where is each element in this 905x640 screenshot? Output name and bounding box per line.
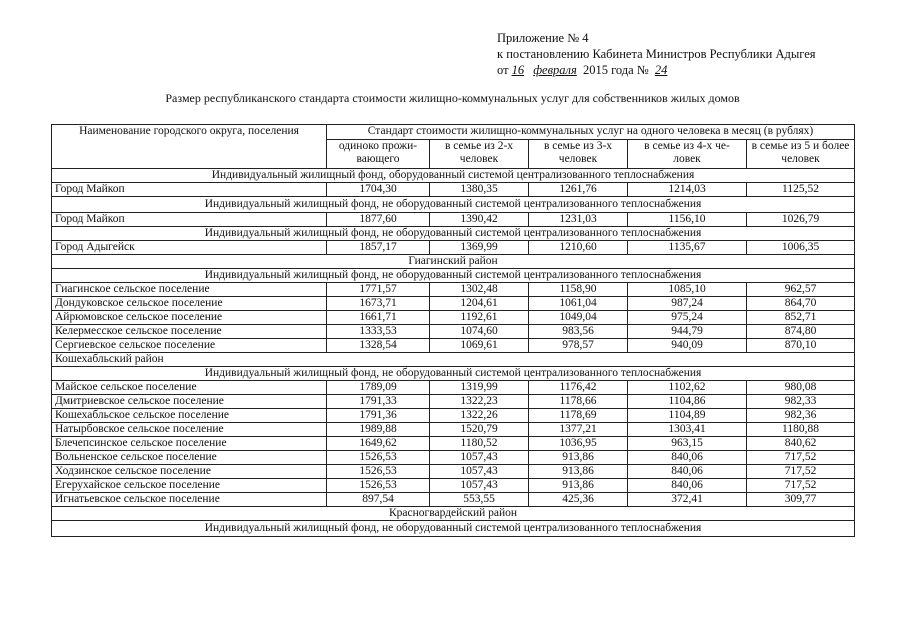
cost-value: 1061,04 (529, 297, 628, 311)
cost-value: 1322,26 (430, 409, 529, 423)
cost-value: 1104,86 (628, 395, 747, 409)
section-label: Красногвардейский район (52, 507, 855, 521)
cost-value: 1057,43 (430, 465, 529, 479)
resolution-number: 24 (654, 63, 668, 77)
column-header-family-3: в семье из 3-х человек (529, 140, 628, 169)
cost-value: 963,15 (628, 437, 747, 451)
cost-value: 1158,90 (529, 283, 628, 297)
cost-value: 982,36 (747, 409, 855, 423)
table-row (52, 213, 855, 227)
table-body (52, 125, 855, 537)
section-row (52, 197, 855, 213)
document-title: Размер республиканского стандарта стоимости жилищно-коммунальных услуг для собственников жилых домов (165, 91, 740, 105)
table-row (52, 395, 855, 409)
cost-value: 553,55 (430, 493, 529, 507)
appendix-header (497, 30, 816, 78)
cost-value: 940,09 (628, 339, 747, 353)
cost-value: 1791,36 (327, 409, 430, 423)
column-header-family-2: в семье из 2-х человек (430, 140, 529, 169)
cost-value: 874,80 (747, 325, 855, 339)
section-label: Индивидуальный жилищный фонд, не оборудованный системой централизованного теплоснабжения (52, 269, 855, 283)
table-row (52, 479, 855, 493)
cost-value: 1214,03 (628, 183, 747, 197)
cost-value: 840,06 (628, 465, 747, 479)
settlement-name: Блечепсинское сельское поселение (52, 437, 327, 451)
table-row (52, 283, 855, 297)
section-row (52, 367, 855, 381)
standards-table (51, 124, 855, 537)
cost-value: 1369,99 (430, 241, 529, 255)
cost-value: 1857,17 (327, 241, 430, 255)
section-label: Индивидуальный жилищный фонд, не оборудованный системой централизованного теплоснабжения (52, 521, 855, 537)
settlement-name: Гиагинское сельское поселение (52, 283, 327, 297)
cost-value: 1791,33 (327, 395, 430, 409)
cost-value: 840,62 (747, 437, 855, 451)
cost-value: 1328,54 (327, 339, 430, 353)
cost-value: 1102,62 (628, 381, 747, 395)
cost-value: 897,54 (327, 493, 430, 507)
cost-value: 1673,71 (327, 297, 430, 311)
section-row (52, 521, 855, 537)
cost-value: 1006,35 (747, 241, 855, 255)
cost-value: 1180,52 (430, 437, 529, 451)
cost-value: 1380,35 (430, 183, 529, 197)
cost-value: 1210,60 (529, 241, 628, 255)
cost-value: 1049,04 (529, 311, 628, 325)
cost-value: 1390,42 (430, 213, 529, 227)
settlement-name: Игнатьевское сельское поселение (52, 493, 327, 507)
cost-value: 1125,52 (747, 183, 855, 197)
settlement-name: Ходзинское сельское поселение (52, 465, 327, 479)
date-day: 16 (511, 63, 525, 77)
settlement-name: Город Майкоп (52, 213, 327, 227)
resolution-date-line (497, 62, 816, 78)
section-row (52, 227, 855, 241)
cost-value: 1204,61 (430, 297, 529, 311)
cost-value: 1085,10 (628, 283, 747, 297)
cost-value: 1231,03 (529, 213, 628, 227)
cost-value: 1057,43 (430, 451, 529, 465)
cost-value: 1302,48 (430, 283, 529, 297)
cost-value: 1520,79 (430, 423, 529, 437)
cost-value: 372,41 (628, 493, 747, 507)
cost-value: 1036,95 (529, 437, 628, 451)
table-row (52, 183, 855, 197)
cost-value: 1322,23 (430, 395, 529, 409)
cost-value: 840,06 (628, 479, 747, 493)
cost-value: 1526,53 (327, 465, 430, 479)
cost-value: 1176,42 (529, 381, 628, 395)
table-row (52, 297, 855, 311)
table-row (52, 451, 855, 465)
settlement-name: Егерухайское сельское поселение (52, 479, 327, 493)
cost-value: 425,36 (529, 493, 628, 507)
table-header-row (52, 125, 855, 140)
cost-value: 913,86 (529, 451, 628, 465)
settlement-name: Город Майкоп (52, 183, 327, 197)
cost-value: 1178,69 (529, 409, 628, 423)
column-group-header: Стандарт стоимости жилищно-коммунальных услуг на одного человека в месяц (в рублях) (327, 125, 855, 140)
cost-value: 1057,43 (430, 479, 529, 493)
district-label: Кошехабльский район (52, 353, 855, 367)
cost-value: 1661,71 (327, 311, 430, 325)
settlement-name: Город Адыгейск (52, 241, 327, 255)
cost-value: 1178,66 (529, 395, 628, 409)
table-row (52, 465, 855, 479)
cost-value: 1319,99 (430, 381, 529, 395)
cost-value: 870,10 (747, 339, 855, 353)
cost-value: 913,86 (529, 479, 628, 493)
cost-value: 1069,61 (430, 339, 529, 353)
section-row (52, 169, 855, 183)
cost-value: 717,52 (747, 479, 855, 493)
section-label: Индивидуальный жилищный фонд, не оборудованный системой централизованного теплоснабжения (52, 197, 855, 213)
section-row (52, 507, 855, 521)
section-row (52, 269, 855, 283)
column-header-name: Наименование городского округа, поселения (52, 125, 327, 169)
resolution-reference: к постановлению Кабинета Министров Республики Адыгея (497, 47, 816, 61)
cost-value: 1180,88 (747, 423, 855, 437)
date-year: 2015 года № (582, 63, 649, 77)
cost-value: 913,86 (529, 465, 628, 479)
settlement-name: Келермесское сельское поселение (52, 325, 327, 339)
cost-value: 1526,53 (327, 451, 430, 465)
cost-value: 1333,53 (327, 325, 430, 339)
section-label: Индивидуальный жилищный фонд, оборудованный системой централизованного теплоснабжения (52, 169, 855, 183)
date-prefix: от (497, 63, 509, 77)
cost-value: 1261,76 (529, 183, 628, 197)
cost-value: 1156,10 (628, 213, 747, 227)
appendix-number: Приложение № 4 (497, 31, 589, 45)
date-month: февраля (533, 63, 577, 77)
cost-value: 864,70 (747, 297, 855, 311)
cost-value: 840,06 (628, 451, 747, 465)
cost-value: 717,52 (747, 465, 855, 479)
table-row (52, 409, 855, 423)
settlement-name: Айрюмовское сельское поселение (52, 311, 327, 325)
table-row (52, 381, 855, 395)
cost-value: 1877,60 (327, 213, 430, 227)
cost-value: 1135,67 (628, 241, 747, 255)
settlement-name: Сергиевское сельское поселение (52, 339, 327, 353)
cost-value: 1789,09 (327, 381, 430, 395)
cost-value: 1377,21 (529, 423, 628, 437)
settlement-name: Дондуковское сельское поселение (52, 297, 327, 311)
cost-value: 1989,88 (327, 423, 430, 437)
settlement-name: Майское сельское поселение (52, 381, 327, 395)
section-row (52, 255, 855, 269)
cost-value: 1104,89 (628, 409, 747, 423)
cost-value: 1771,57 (327, 283, 430, 297)
cost-value: 982,33 (747, 395, 855, 409)
cost-value: 987,24 (628, 297, 747, 311)
section-label: Индивидуальный жилищный фонд, не оборудованный системой централизованного теплоснабжения (52, 227, 855, 241)
cost-value: 1303,41 (628, 423, 747, 437)
cost-value: 1026,79 (747, 213, 855, 227)
settlement-name: Вольненское сельское поселение (52, 451, 327, 465)
cost-value: 962,57 (747, 283, 855, 297)
table-row (52, 325, 855, 339)
column-header-family-5plus: в семье из 5 и более человек (747, 140, 855, 169)
cost-value: 852,71 (747, 311, 855, 325)
settlement-name: Кошехабльское сельское поселение (52, 409, 327, 423)
cost-value: 975,24 (628, 311, 747, 325)
cost-value: 980,08 (747, 381, 855, 395)
cost-value: 983,56 (529, 325, 628, 339)
column-header-family-4: в семье из 4-х че-ловек (628, 140, 747, 169)
cost-value: 1192,61 (430, 311, 529, 325)
cost-value: 309,77 (747, 493, 855, 507)
section-label: Индивидуальный жилищный фонд, не оборудованный системой централизованного теплоснабжения (52, 367, 855, 381)
settlement-name: Натырбовское сельское поселение (52, 423, 327, 437)
table-row (52, 311, 855, 325)
cost-value: 717,52 (747, 451, 855, 465)
cost-value: 944,79 (628, 325, 747, 339)
table-row (52, 423, 855, 437)
district-row (52, 353, 855, 367)
cost-value: 1526,53 (327, 479, 430, 493)
section-label: Гиагинский район (52, 255, 855, 269)
table-row (52, 339, 855, 353)
table-row (52, 493, 855, 507)
cost-value: 1649,62 (327, 437, 430, 451)
cost-value: 1074,60 (430, 325, 529, 339)
cost-value: 1704,30 (327, 183, 430, 197)
table-row (52, 241, 855, 255)
settlement-name: Дмитриевское сельское поселение (52, 395, 327, 409)
table-row (52, 437, 855, 451)
cost-value: 978,57 (529, 339, 628, 353)
column-header-single: одиноко прожи-вающего (327, 140, 430, 169)
